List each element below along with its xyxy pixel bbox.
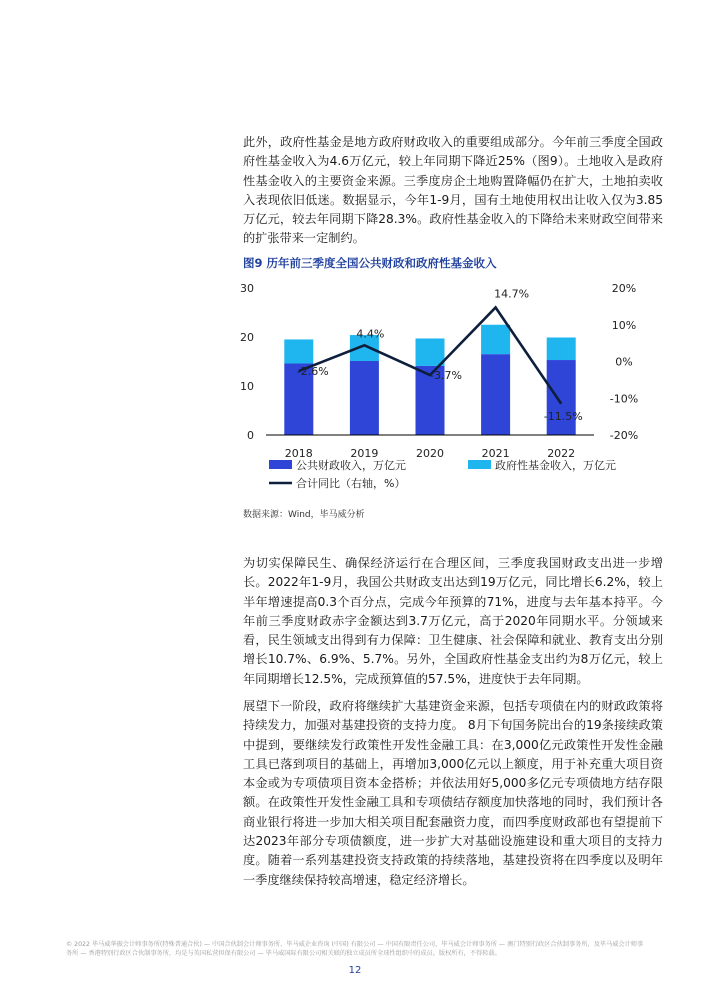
- data-source: 数据来源：Wind，毕马威分析: [243, 510, 365, 520]
- bar-fund-revenue: [416, 338, 445, 365]
- data-label-yoy: -3.7%: [430, 369, 462, 383]
- bar-public-revenue: [481, 354, 510, 435]
- legend-label-fund-revenue: 政府性基金收入，万亿元: [495, 459, 616, 472]
- x-tick-label: 2022: [547, 447, 576, 460]
- paragraph-intro: 此外，政府性基金是地方政府财政收入的重要组成部分。今年前三季度全国政府性基金收入为4.6万亿元，较上年同期下降近25%（图9）。土地收入是政府性基金收入的主要资金来源。三季度房企土地购置降幅仍在扩大，土地拍卖收入表现依旧低迷。数据显示，今年1-9月，国有土地使用权出让收入仅为3.85万亿元，较去年同期下降28.3%。政府性基金收入的下降给未来财政空间带来的扩张带来一定制约。: [243, 135, 663, 246]
- figure-title: 图9 历年前三季度全国公共财政和政府性基金收入: [243, 256, 497, 270]
- x-tick-label: 2019: [350, 447, 379, 460]
- paragraph-outlook: 展望下一阶段，政府将继续扩大基建资金来源，包括专项债在内的财政政策将持续发力，加强对基建投资的支持力度。 8月下旬国务院出台的19条接续政策中提到，要继续发行政策性开发性金融工具：在3,000亿元政策性开发性金融工具已落到项目的基础上，再增加3,000亿元以上额度，用于补充重大项目资本金或为专项债项目资本金搭桥；并依法用好5,000多亿元专项债地方结存限额。在政策性开发性金融工具和专项债结存额度加快落地的同时，我们预计各商业银行将进一步加大相关项目配套融资力度，而四季度财政部也有望提前下达2023年部分专项债额度，进一步扩大对基础设施建设和重大项目的支持力度。随着一系列基建投资支持政策的持续落地，基建投资将在四季度以及明年一季度继续保持较高增速，稳定经济增长。: [243, 699, 663, 887]
- legend-swatch-fund-revenue: [468, 460, 491, 469]
- copyright-footer: © 2022 毕马威华振会计师事务所(特殊普通合伙) — 中国合伙制会计师事务所，毕马威企业咨询 (中国) 有限公司 — 中国有限责任公司，毕马威会计师事务所 — 澳门特别行政区合伙制事务所，及毕马威会计师事务所 — 香港特别行政区合伙制事务所，均是与英国私营担保有限公司 — 毕马威国际有限公司相关联的独立成员所全球性组织中的成员。版权所有，不得转载。: [66, 941, 644, 957]
- y-tick-label: 30: [240, 282, 254, 295]
- revenue-chart: [228, 274, 648, 506]
- bar-fund-revenue: [547, 337, 576, 360]
- data-label-yoy: -11.5%: [543, 409, 583, 423]
- y-tick-label: 0: [247, 429, 254, 442]
- y2-tick-label: 0%: [615, 355, 633, 369]
- y2-tick-label: 10%: [611, 318, 637, 332]
- y2-tick-label: 20%: [611, 282, 637, 295]
- bar-public-revenue: [350, 361, 379, 435]
- legend-label-yoy: 合计同比（右轴，%）: [296, 477, 406, 490]
- x-tick-label: 2020: [416, 447, 444, 460]
- y2-tick-label: -20%: [609, 429, 639, 442]
- data-label-yoy: 14.7%: [494, 287, 530, 301]
- page-number: 12: [348, 965, 362, 976]
- y2-tick-label: -10%: [609, 392, 639, 406]
- bar-fund-revenue: [284, 339, 313, 363]
- paragraph-expenditure: 为切实保障民生、确保经济运行在合理区间，三季度我国财政支出进一步增长。2022年1-9月，我国公共财政支出达到19万亿元，同比增长6.2%，较上半年增速提高0.3个百分点，完成今年预算的71%，进度与去年基本持平。今年前三季度财政赤字金额达到3.7万亿元，高于2020年同期水平。分领域来看，民生领域支出得到有力保障：卫生健康、社会保障和就业、教育支出分别增长10.7%、6.9%、5.7%。另外，全国政府性基金支出约为8万亿元，较上年同期增长12.5%，完成预算值的57.5%，进度快于去年同期。: [243, 556, 663, 686]
- y-tick-label: 20: [240, 331, 254, 344]
- legend-label-public-revenue: 公共财政收入，万亿元: [296, 459, 406, 472]
- bar-public-revenue: [547, 360, 576, 435]
- data-label-yoy: 4.4%: [356, 327, 385, 341]
- x-tick-label: 2021: [481, 447, 510, 460]
- y-tick-label: 10: [240, 380, 254, 393]
- legend-swatch-public-revenue: [269, 460, 292, 469]
- bar-fund-revenue: [481, 325, 510, 354]
- data-label-yoy: -2.6%: [296, 365, 329, 379]
- x-tick-label: 2018: [284, 447, 313, 460]
